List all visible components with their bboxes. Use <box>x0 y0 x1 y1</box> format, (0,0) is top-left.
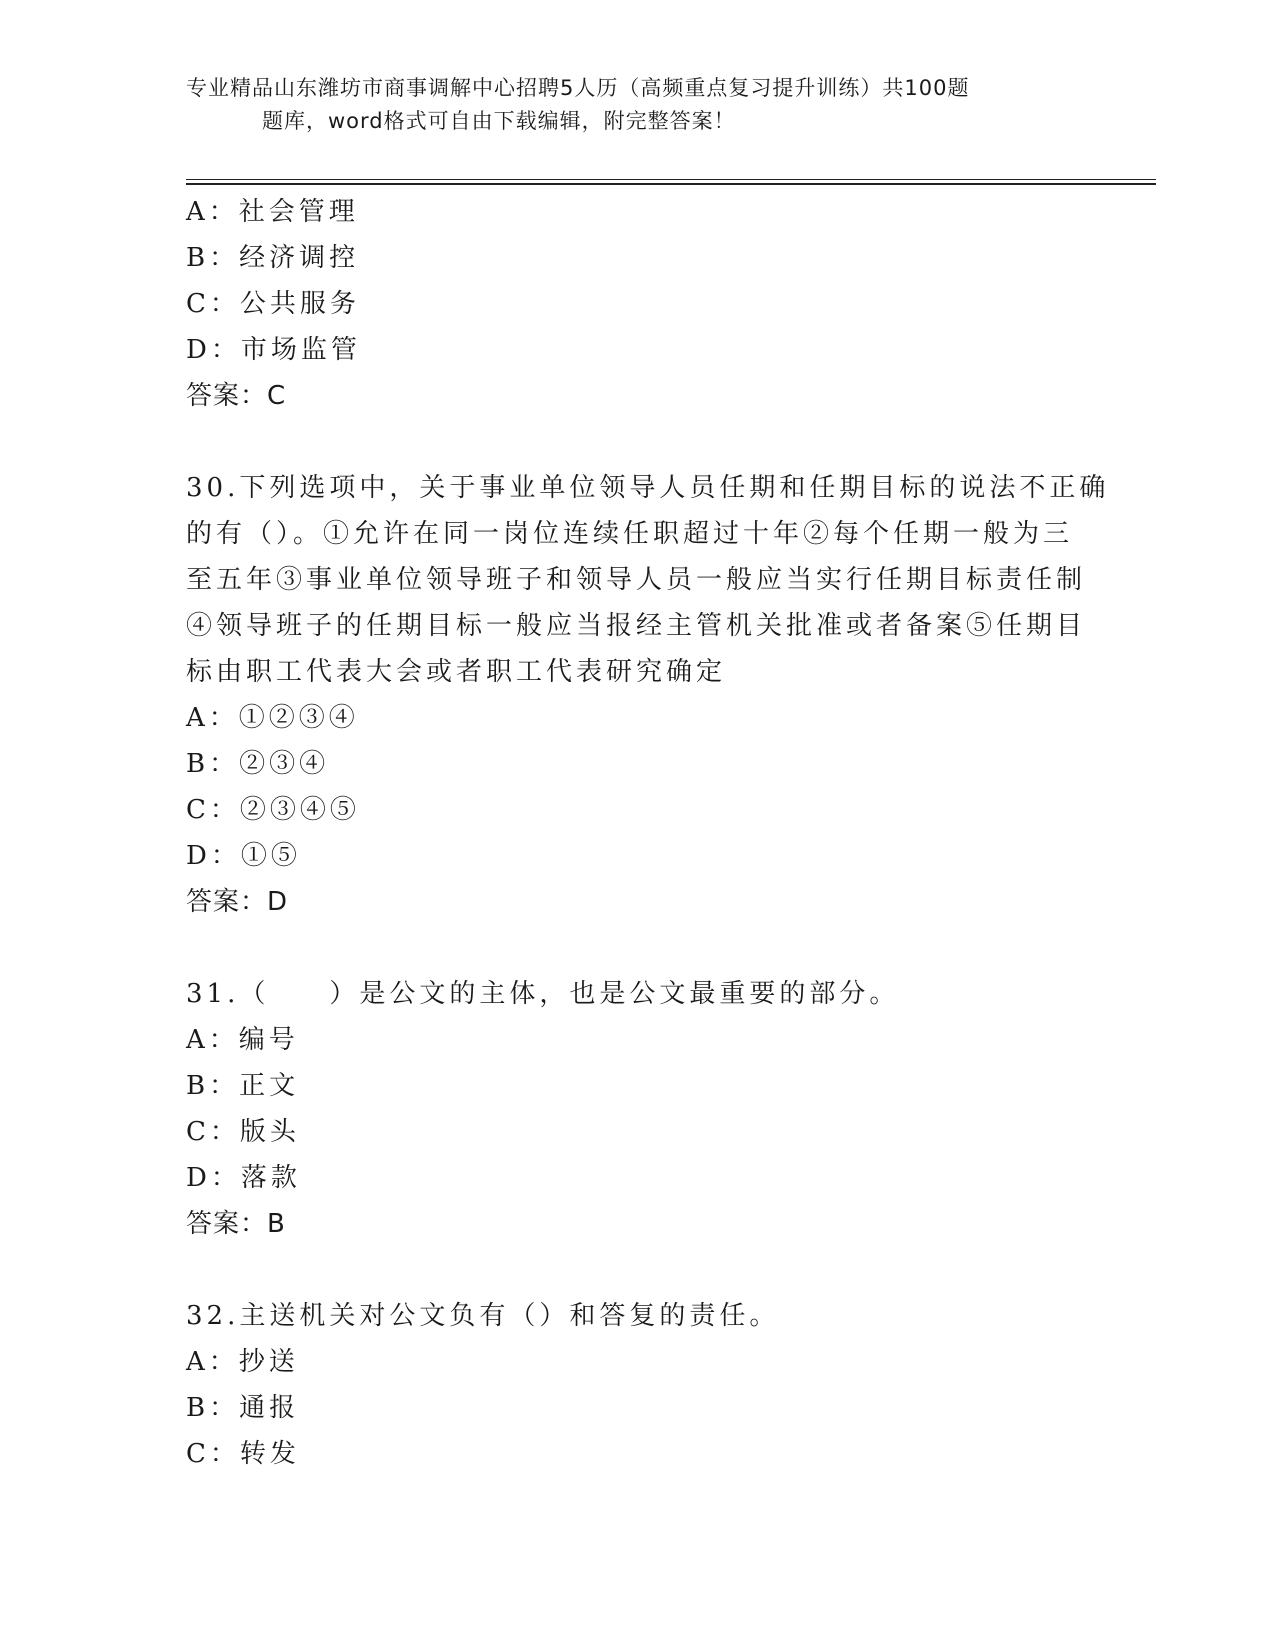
option-b: B：经济调控 <box>186 243 360 273</box>
question-text-line: 标由职工代表大会或者职工代表研究确定 <box>186 657 727 687</box>
option-c: C：转发 <box>186 1439 300 1469</box>
question-text-line: 至五年③事业单位领导班子和领导人员一般应当实行任期目标责任制 <box>186 565 1087 595</box>
question-29-continued <box>186 189 1086 419</box>
question-32 <box>186 1293 1086 1477</box>
question-text-line: 的有（）。①允许在同一岗位连续任职超过十年②每个任期一般为三 <box>186 519 1074 549</box>
option-b: B：②③④ <box>186 749 330 779</box>
option-b: B：通报 <box>186 1393 300 1423</box>
header-rule-thin <box>186 179 1156 180</box>
option-b: B：正文 <box>186 1071 300 1101</box>
question-30 <box>186 465 1110 925</box>
option-d: D：市场监管 <box>186 335 361 365</box>
option-a: A：社会管理 <box>186 197 359 227</box>
question-list <box>186 189 1110 1477</box>
title-line-2: 题库，word格式可自由下载编辑，附完整答案！ <box>262 109 736 133</box>
option-a: A：抄送 <box>186 1347 299 1377</box>
question-text-line: 30.下列选项中，关于事业单位领导人员任期和任期目标的说法不正确 <box>186 473 1110 503</box>
header-rule-thick <box>186 183 1156 185</box>
answer-line: 答案：C <box>186 381 287 411</box>
option-c: C：②③④⑤ <box>186 795 360 825</box>
spacer <box>186 925 1086 971</box>
option-c: C：版头 <box>186 1117 300 1147</box>
document-title <box>186 72 1086 138</box>
option-d: D：落款 <box>186 1163 301 1193</box>
option-a: A：①②③④ <box>186 703 359 733</box>
spacer <box>186 1247 1086 1293</box>
question-text-line: ④领导班子的任期目标一般应当报经主管机关批准或者备案⑤任期目 <box>186 611 1087 641</box>
option-c: C：公共服务 <box>186 289 360 319</box>
spacer <box>186 419 1086 465</box>
answer-line: 答案：B <box>186 1209 286 1239</box>
question-text-line: 32.主送机关对公文负有（）和答复的责任。 <box>186 1301 780 1331</box>
title-line-1: 专业精品山东潍坊市商事调解中心招聘5人历（高频重点复习提升训练）共100题 <box>186 76 970 100</box>
question-text-line: 31.（ ）是公文的主体，也是公文最重要的部分。 <box>186 979 900 1009</box>
question-31 <box>186 971 1086 1247</box>
option-d: D：①⑤ <box>186 841 301 871</box>
option-a: A：编号 <box>186 1025 299 1055</box>
answer-line: 答案：D <box>186 887 289 917</box>
